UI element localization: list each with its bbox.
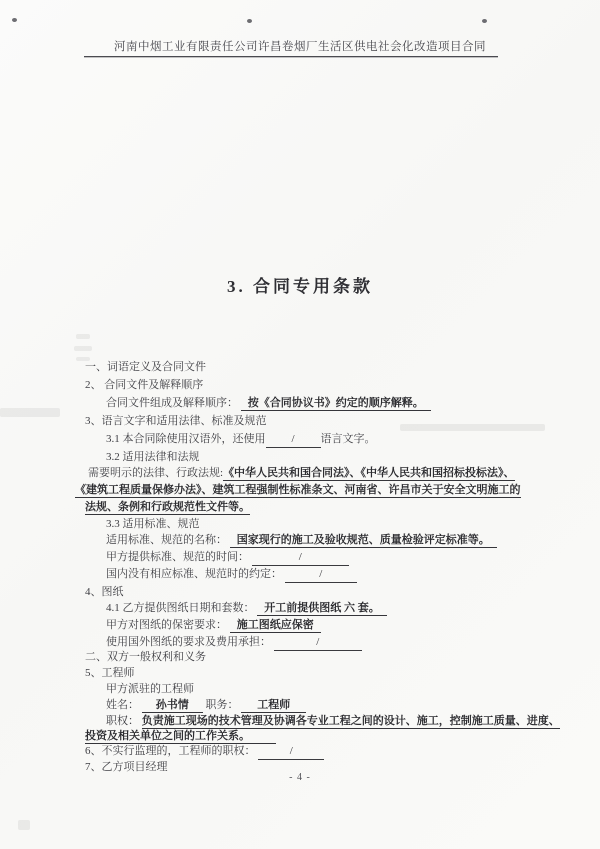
- language-post: 语言文字。: [320, 433, 376, 445]
- scan-dot-right: [482, 19, 487, 23]
- drawings-foreign: [106, 635, 362, 651]
- no-supervision-label: 6、不实行监理的，工程师的职权：: [85, 745, 256, 757]
- statutes-line-3: [85, 500, 250, 514]
- clause-4-drawings: 4、图纸: [85, 586, 124, 598]
- composition-value: 按《合同协议书》约定的顺序解释。: [241, 397, 431, 411]
- standards-domestic-blank-field: /: [285, 567, 357, 583]
- drawings-date-label: 4.1 乙方提供图纸日期和套数：: [106, 602, 255, 614]
- statutes-cited-1: 《中华人民共和国合同法》、《中华人民共和国招标投标法》、: [223, 467, 515, 479]
- clause-2-composition: [106, 396, 431, 410]
- standards-time-blank-field: /: [252, 550, 349, 566]
- engineer-power-label: 职权：: [106, 715, 139, 727]
- statutes-line-2: [75, 483, 521, 497]
- engineer-name-duty: [106, 698, 306, 712]
- standards-name-label: 适用标准、规范的名称：: [106, 534, 227, 546]
- standards-domestic-label: 国内没有相应标准、规范时的约定：: [106, 568, 282, 580]
- standards-time-label: 甲方提供标准、规范的时间：: [106, 551, 249, 563]
- engineer-name-label: 姓名：: [106, 699, 139, 711]
- scan-dot-left: [12, 18, 17, 22]
- drawings-foreign-label: 使用国外图纸的要求及费用承担：: [106, 636, 271, 648]
- clause-5-engineer: 5、工程师: [85, 667, 135, 679]
- engineer-power-value-2: 投资及相关单位之间的工作关系。: [85, 730, 276, 744]
- scan-dot-center: [247, 19, 252, 23]
- scan-smudge: [0, 408, 60, 417]
- drawings-foreign-blank-field: /: [274, 635, 362, 651]
- scan-smudge: [18, 820, 30, 830]
- language-pre: 3.1 本合同除使用汉语外，还使用: [106, 433, 266, 445]
- drawings-secrecy-label: 甲方对图纸的保密要求：: [106, 619, 227, 631]
- language-blank-field: /: [266, 432, 321, 448]
- engineer-power: [106, 714, 560, 728]
- statutes-label: 需要明示的法律、行政法规:: [88, 467, 224, 479]
- scan-smudge: [400, 424, 545, 431]
- drawings-date-copies: [106, 601, 387, 615]
- drawings-secrecy: [106, 618, 321, 632]
- engineer-power-cont: [85, 729, 276, 743]
- clause-7-project-manager: 7、乙方项目经理: [85, 761, 168, 773]
- clause-3-3-standards: 3.3 适用标准、规范: [106, 518, 200, 530]
- standards-domestic: [106, 567, 357, 583]
- composition-label: 合同文件组成及解释顺序：: [106, 397, 238, 409]
- standards-name-value: 国家现行的施工及验收规范、质量检验评定标准等。: [230, 534, 497, 548]
- page-header-title: 河南中烟工业有限责任公司许昌卷烟厂生活区供电社会化改造项目合同: [114, 41, 486, 53]
- drawings-date-value: 开工前提供图纸 六 套。: [257, 602, 387, 616]
- engineer-duty-value: 工程师: [241, 699, 306, 713]
- section-2-rights-obligations: 二、双方一般权利和义务: [85, 651, 206, 663]
- drawings-secrecy-value: 施工图纸应保密: [230, 619, 321, 633]
- no-supervision-blank-field: /: [258, 744, 324, 760]
- standards-name: [106, 533, 497, 547]
- header-rule: [84, 56, 498, 57]
- engineer-duty-label: 职务：: [205, 699, 239, 711]
- page-number: - 4 -: [289, 772, 311, 783]
- standards-time: [106, 550, 349, 566]
- scan-smudge: [76, 334, 90, 339]
- page-title: 3. 合同专用条款: [227, 277, 373, 296]
- clause-6-no-supervision: [85, 744, 324, 760]
- scan-smudge: [74, 346, 92, 351]
- statutes-line-1: [88, 466, 515, 480]
- clause-1-words-definition: 一、词语定义及合同文件: [85, 361, 206, 373]
- clause-3-1-language: [106, 432, 376, 448]
- engineer-assigned: 甲方派驻的工程师: [106, 683, 194, 695]
- clause-2-documents-order: 2、 合同文件及解释顺序: [85, 379, 204, 391]
- engineer-power-value-1: 负责施工现场的技术管理及协调各专业工程之间的设计、施工，控制施工质量、进度、: [141, 715, 560, 727]
- statutes-cited-2: 《建筑工程质量保修办法》、建筑工程强制性标准条文、河南省、许昌市关于安全文明施工的: [75, 484, 521, 496]
- clause-3-language-law: 3、语言文字和适用法律、标准及规范: [85, 415, 267, 427]
- statutes-cited-3: 法规、条例和行政规范性文件等。: [85, 501, 250, 513]
- engineer-name-value: 孙书情: [142, 699, 203, 713]
- clause-3-2-applicable-law: 3.2 适用法律和法规: [106, 451, 200, 463]
